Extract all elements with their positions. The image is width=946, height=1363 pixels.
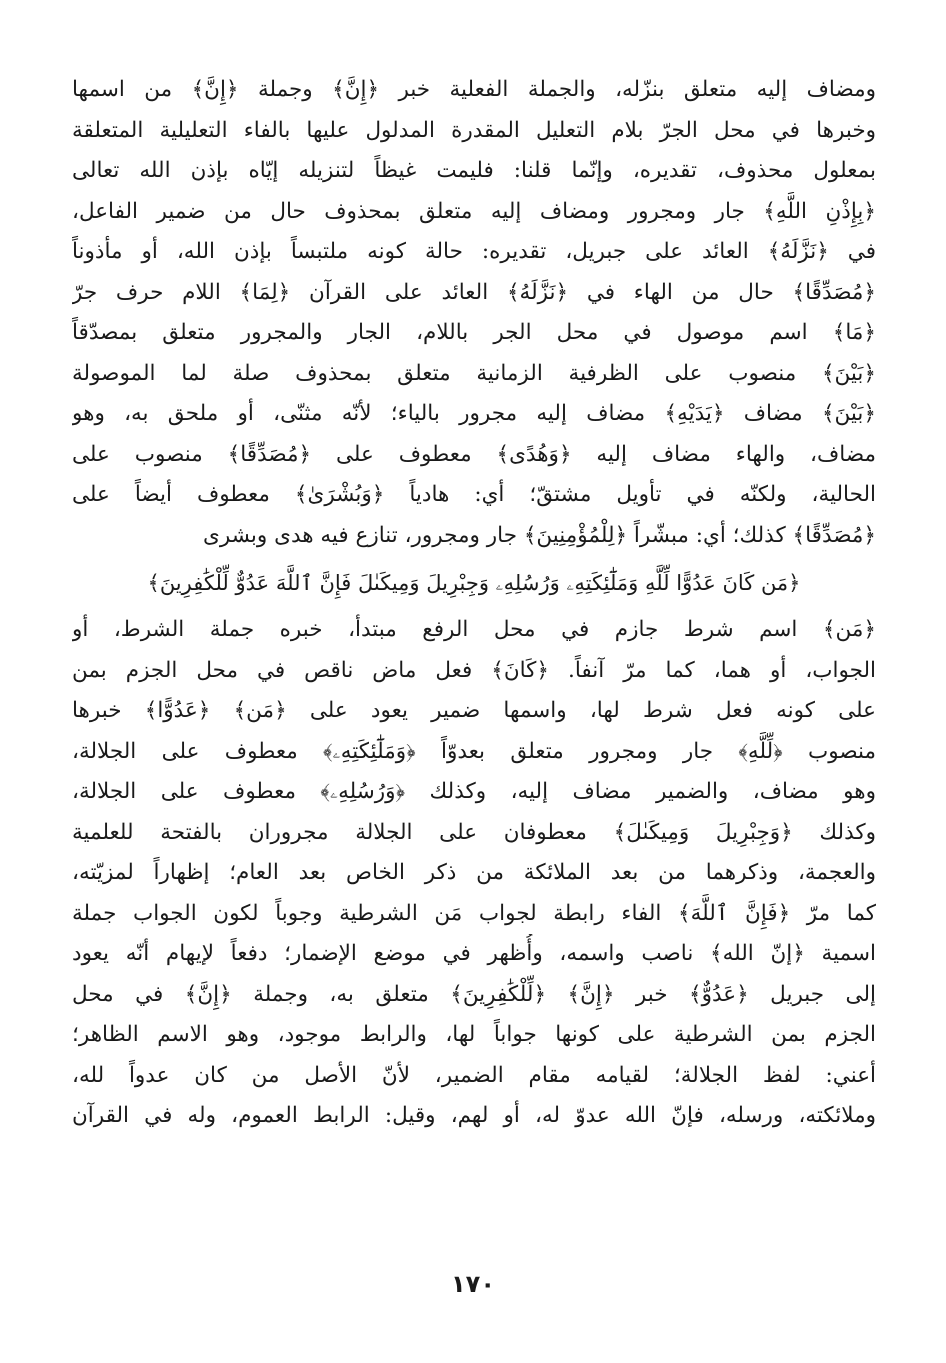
text-line: الحالية، ولكنّه في تأويل مشتقّ؛ أي: هادياً ﴿وَبُشْرَىٰ﴾ معطوف أيضاً على bbox=[72, 482, 876, 507]
text-line: إلى جبريل ﴿عَدُوٌّ﴾ خبر ﴿إِنَّ﴾ ﴿لِّلْكَٰفِرِينَ﴾ متعلق به، وجملة ﴿إِنَّ﴾ في محل bbox=[72, 981, 876, 1007]
text-line: ﴿بِإِذْنِ اللَّهِ﴾ جار ومجرور ومضاف إليه متعلق بمحذوف حال من ضمير الفاعل، bbox=[72, 198, 876, 224]
text-line: الجزم بمن الشرطية على كونها جواباً لها، والرابط موجود، وهو الاسم الظاهر؛ bbox=[72, 1022, 876, 1047]
text-line: اسمية ﴿إنّ الله﴾ ناصب واسمه، وأُظهر في موضع الإضمار؛ دفعاً لإيهام أنّه يعود bbox=[72, 941, 876, 966]
text-line: وكذلك ﴿وَجِبْرِيلَ وَمِيكَىٰلَ﴾ معطوفان على الجلالة مجروران بالفتحة للعلمية bbox=[72, 819, 876, 845]
text-line: بمعلول محذوف، تقديره، وإنّما قلنا: فليمت غيظاً لتنزيله إيّاه بإذن الله تعالى bbox=[72, 158, 876, 183]
text-line: على كونه فعل شرط لها، واسمها ضمير يعود على ﴿مَن﴾ ﴿عَدُوًّا﴾ خبرها bbox=[72, 698, 876, 723]
text-line: أعني: لفظ الجلالة؛ لقيامه مقام الضمير، لأنّ الأصل من كان عدواً لله، bbox=[72, 1062, 876, 1088]
paragraph-1 bbox=[72, 70, 876, 556]
text-line: ﴿مُصَدِّقًا﴾ كذلك؛ أي: مبشّراً ﴿لِلْمُؤْمِنِينَ﴾ جار ومجرور، تنازع فيه هدى وبشرى bbox=[203, 522, 876, 548]
page-body bbox=[72, 70, 876, 1137]
text-line: الجواب، أو هما، كما مرّ آنفاً. ﴿كَانَ﴾ فعل ماض ناقص في محل الجزم بمن bbox=[72, 657, 876, 683]
text-line: ومضاف إليه متعلق بنزّله، والجملة الفعلية خبر ﴿إِنَّ﴾ وجملة ﴿إِنَّ﴾ من اسمها bbox=[72, 77, 876, 102]
text-line: كما مرّ ﴿فَإِنَّ ٱللَّهَ﴾ الفاء رابطة لجواب مَن الشرطية وجوباً لكون الجواب جملة bbox=[72, 900, 876, 926]
text-line: ﴿مَا﴾ اسم موصول في محل الجر باللام، الجار والمجرور متعلق بمصدّقاً bbox=[72, 320, 876, 345]
text-line: ﴿مُصَدِّقًا﴾ حال من الهاء في ﴿نَزَّلَهُ﴾ العائد على القرآن ﴿لِمَا﴾ اللام حرف جرّ bbox=[72, 279, 876, 305]
quran-verse: ﴿مَن كَانَ عَدُوًّا لِّلَّهِ وَمَلَٰٓئِكَتِهِۦ وَرُسُلِهِۦ وَجِبْرِيلَ وَمِيكَىٰلَ فَإِنَّ ٱللَّهَ عَدُوٌّ لِّلْكَٰفِرِينَ﴾ bbox=[147, 571, 801, 595]
text-line: في ﴿نَزَّلَهُ﴾ العائد على جبريل، تقديره: حالة كونه ملتبساً بإذن الله، أو مأذوناً bbox=[72, 239, 876, 264]
text-line: منصوب ﴿لِّلَّهِ﴾ جار ومجرور متعلق بعدوّاً ﴿وَمَلَٰٓئِكَتِهِۦ﴾ معطوف على الجلالة، bbox=[72, 738, 876, 764]
text-line: وهو مضاف، والضمير مضاف إليه، وكذلك ﴿وَرُسُلِهِۦ﴾ معطوف على الجلالة، bbox=[72, 779, 876, 804]
text-line: مضاف، والهاء مضاف إليه ﴿وَهُدًى﴾ معطوف على ﴿مُصَدِّقًا﴾ منصوب على bbox=[72, 441, 876, 467]
page-number: ١٧٠ bbox=[451, 1270, 495, 1298]
text-line: وخبرها في محل الجرّ بلام التعليل المقدرة المدلول عليها بالفاء التعليلية المتعلقة bbox=[72, 117, 876, 143]
text-line: ﴿مَن﴾ اسم شرط جازم في محل الرفع مبتدأ، خبره جملة الشرط، أو bbox=[72, 617, 876, 642]
text-line: ﴿بَيْنَ﴾ مضاف ﴿يَدَيْهِ﴾ مضاف إليه مجرور بالياء؛ لأنّه مثنّى، أو ملحق به، وهو bbox=[72, 401, 876, 426]
text-line: والعجمة، وذكرهما من بعد الملائكة من ذكر الخاص بعد العام؛ إظهاراً لمزيّته، bbox=[72, 860, 876, 885]
text-line: ﴿بَيْنَ﴾ منصوب على الظرفية الزمانية متعلق بمحذوف صلة لما الموصولة bbox=[72, 360, 876, 386]
text-line: وملائكته، ورسله، فإنّ الله عدوّ له، أو لهم، وقيل: الرابط العموم، وله في القرآن bbox=[72, 1103, 876, 1128]
paragraph-2 bbox=[72, 610, 876, 1137]
